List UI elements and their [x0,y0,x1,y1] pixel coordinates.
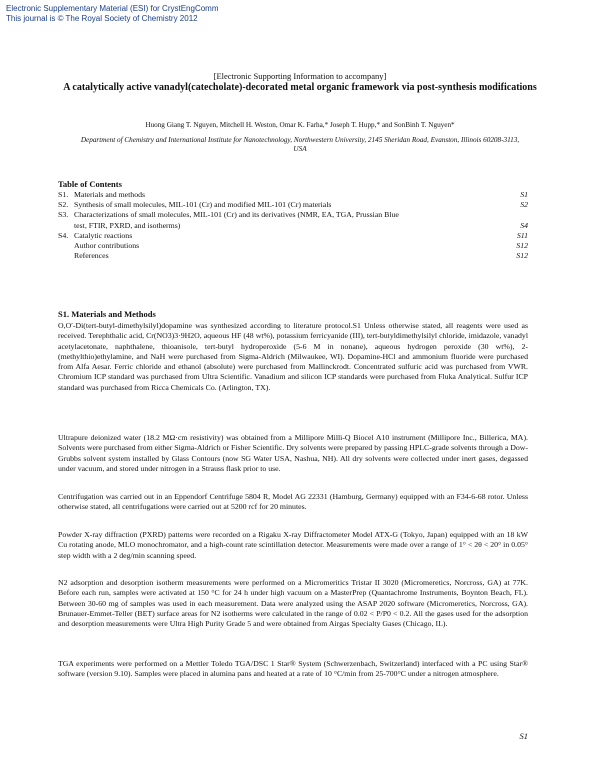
toc-page: S11 [516,230,528,240]
paragraph-isotherms: N2 adsorption and desorption isotherm measurements were performed on a Micromeritics Tristar II 3020 (Micromeretics, Norcross, GA) at 77K. Before each run, samples were activated at 150 °C for 24 h under high vacuum on a MasterPrep (Quantachrome Instruments, Boynton Beach, FL). Between 30-60 mg of samples was used in each measurement. Data were analyzed using the ASAP 2020 software (Micromeretics, Norcross, GA). Brunauer-Emmet-Teller (BET) surface areas for N2 isotherms were calculated in the range of 0.02 < P/P0 < 0.2. All the gases used for the adsorption and desorption measurements were Ultra High Purity Grade 5 and were obtained from Airgas Specialty Gases (Chicago, IL). [58,578,528,629]
paragraph-pxrd: Powder X-ray diffraction (PXRD) patterns were recorded on a Rigaku X-ray Diffractometer Model ATX-G (Tokyo, Japan) equipped with an 18 kW Cu rotating anode, MLO monochromator, and a high-count rate scintillation detector. Measurements were made over a range of 1° < 2θ < 20° in 0.05° step width with a 2 deg/min scanning speed. [58,530,528,560]
toc-number: S1. [58,190,69,199]
toc-row [58,190,528,200]
toc-row [58,221,528,231]
toc-row [58,231,528,241]
toc-text: Materials and methods [74,190,146,199]
section-heading: S1. Materials and Methods [58,309,156,319]
toc-row [58,251,528,261]
toc-text: test, FTIR, PXRD, and isotherms) [74,220,181,230]
toc-row [58,210,528,220]
toc-page: S12 [516,251,528,261]
paragraph-water-solvents: Ultrapure deionized water (18.2 MΩ·cm resistivity) was obtained from a Millipore Milli-Q Biocel A10 instrument (Millipore Inc., Billerica, MA). Solvents were purchased from either Sigma-Aldrich or Fisher Scientific. Dry solvents were prepared by passing HPLC-grade solvents through a Dow-Grubbs solvent system installed by Glass Contours (now SG Water USA, Nashua, NH). All dry solvents were collected under inert gases, degassed under vacuum, and stored under nitrogen in a Strauss flask prior to use. [58,433,528,473]
journal-header [6,4,219,24]
toc-page: S1 [520,190,528,199]
header-line-1: Electronic Supplementary Material (ESI) for CrystEngComm [6,4,219,13]
paragraph-centrifugation: Centrifugation was carried out in an Eppendorf Centrifuge 5804 R, Model AG 22331 (Hamburg, Germany) equipped with an F34-6-68 rotor. Unless otherwise stated, all centrifugations were carried out at 5200 rcf for 20 minutes. [58,492,528,512]
author-list: Huong Giang T. Nguyen, Mitchell H. Weston, Omar K. Farha,* Joseph T. Hupp,* and SonBinh T. Nguyen* [145,121,455,129]
toc-text: Synthesis of small molecules, MIL-101 (Cr) and modified MIL-101 (Cr) materials [74,200,332,210]
toc-row [58,200,528,210]
toc-heading: Table of Contents [58,179,122,189]
header-line-2: This journal is © The Royal Society of Chemistry 2012 [6,14,198,23]
paragraph-tga: TGA experiments were performed on a Mettler Toledo TGA/DSC 1 Star® System (Schwerzenbach, Switzerland) interfaced with a PC using Star® software (version 9.10). Samples were placed in alumina pans and heated at a rate of 10 °C/min from 25-700°C under a nitrogen atmosphere. [58,659,528,679]
toc-number: S4. [58,230,69,240]
paragraph-materials: O,O′-Di(tert-butyl-dimethylsilyl)dopamine was synthesized according to literature protocol.S1 Unless otherwise stated, all reagents were used as received. Terephthalic acid, Cr(NO3)3·9H2O, aqueous HF (48 wt%), potassium ferricyanide (III), tert-butyldimethylsilyl chloride, imidazole, vanadyl acetylacetonate, naphthalene, thioanisole, tert-butyl hydroperoxide (5-6 M in nonane), aqueous hydrogen peroxide (30 wt%), 2-(methylthio)ethylamine, and NaH were purchased from Sigma-Aldrich (Milwaukee, WI). Dopamine-HCl and ammonium fluoride were purchased from Alfa Aesar. Ferric chloride and ethanol (absolute) were purchased from Mallinckrodt. Concentrated sulfuric acid was purchased from VWR. Chromium ICP standard was purchased from Ultra Scientific. Vanadium and silicon ICP standards were purchased from Fluka Analytical. Sulfur ICP standard was purchased from Ricca Chemicals Co. (Arlington, TX). [58,321,528,392]
paper-title: A catalytically active vanadyl(catecholate)-decorated metal organic framework via post-synthesis modifications [63,82,537,93]
toc-text: Author contributions [74,240,140,250]
toc-text: Catalytic reactions [74,230,133,240]
toc-row [58,241,528,251]
toc-number: S3. [58,210,69,220]
toc-page: S2 [520,200,528,210]
page-number: S1 [519,731,528,741]
toc-text: Characterizations of small molecules, MIL-101 (Cr) and its derivatives (NMR, EA, TGA, Prussian Blue [74,210,399,220]
table-of-contents [58,190,528,261]
affiliation: Department of Chemistry and International Institute for Nanotechnology, Northwestern University, 2145 Sheridan Road, Evanston, Illinois 60208-3113, USA [80,136,520,153]
supporting-info-line: [Electronic Supporting Information to accompany] [213,71,387,81]
toc-text: References [74,251,109,261]
toc-number: S2. [58,200,69,210]
toc-page: S12 [516,240,528,250]
toc-page: S4 [520,220,528,230]
